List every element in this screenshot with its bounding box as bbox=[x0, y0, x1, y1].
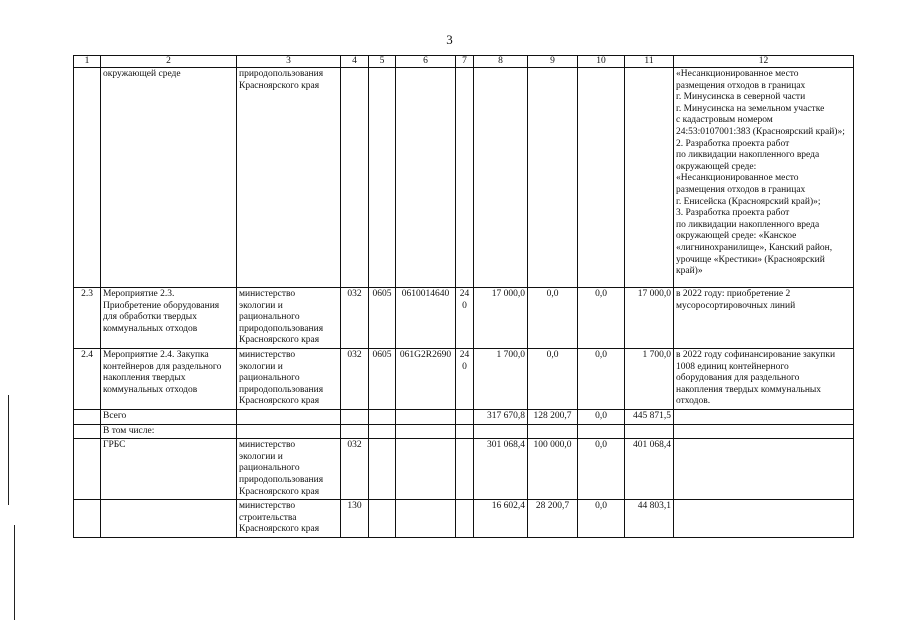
cell-section-code: 0605 bbox=[369, 348, 396, 409]
cell-target-code bbox=[396, 439, 456, 500]
cell-target-code: 061G2R2690 bbox=[396, 348, 456, 409]
cell-expense-code: 240 bbox=[456, 348, 474, 409]
cell-section-code bbox=[369, 439, 396, 500]
cell-result: «Несанкционированное место размещения отходов в границах г. Минусинска в северной части г. Минусинска на земельном участке с кадастровым номером 24:53:0107001:383 (Красноярский край)»; 2. Разработка проекта работ по ликвидации накопленного вреда окружающей среде: «Несанкционированное место размещения отходов в границах г. Енисейска (Красноярский край)»; 3. Разработка проекта работ по ликвидации накопленного вреда окружающей среде: «Канское «лигнинохранилище», Канский район, урочище «Крестики» (Красноярский край)» bbox=[674, 68, 854, 288]
cell-amount-10: 0,0 bbox=[578, 500, 625, 538]
header-cell: 1 bbox=[74, 56, 101, 68]
cell-expense-code bbox=[456, 424, 474, 439]
cell-amount-total: 1 700,0 bbox=[625, 348, 674, 409]
cell-grbs-code: 032 bbox=[341, 348, 369, 409]
cell-expense-code bbox=[456, 409, 474, 424]
cell-grbs-code: 130 bbox=[341, 500, 369, 538]
header-cell: 6 bbox=[396, 56, 456, 68]
cell-target-code bbox=[396, 424, 456, 439]
cell-amount-8: 317 670,8 bbox=[474, 409, 528, 424]
cell-amount-9: 128 200,7 bbox=[528, 409, 578, 424]
cell-amount-total: 44 803,1 bbox=[625, 500, 674, 538]
header-cell: 9 bbox=[528, 56, 578, 68]
cell-number bbox=[74, 500, 101, 538]
cell-agency: министерство экологии и рационального природопользования Красноярского края bbox=[237, 348, 341, 409]
cell-result bbox=[674, 500, 854, 538]
cell-amount-8 bbox=[474, 68, 528, 288]
cell-section-code bbox=[369, 424, 396, 439]
cell-amount-total: 17 000,0 bbox=[625, 288, 674, 349]
cell-number bbox=[74, 409, 101, 424]
cell-amount-9 bbox=[528, 68, 578, 288]
cell-amount-8 bbox=[474, 424, 528, 439]
cell-number bbox=[74, 68, 101, 288]
cell-amount-8: 1 700,0 bbox=[474, 348, 528, 409]
cell-number: 2.3 bbox=[74, 288, 101, 349]
table-row bbox=[74, 348, 854, 409]
cell-target-code bbox=[396, 409, 456, 424]
cell-section-code: 0605 bbox=[369, 288, 396, 349]
cell-expense-code bbox=[456, 500, 474, 538]
cell-target-code bbox=[396, 68, 456, 288]
cell-result bbox=[674, 439, 854, 500]
cell-amount-10 bbox=[578, 68, 625, 288]
cell-name: Всего bbox=[101, 409, 237, 424]
page-number: 3 bbox=[446, 32, 453, 47]
header-row bbox=[74, 56, 854, 68]
header-cell: 5 bbox=[369, 56, 396, 68]
cell-section-code bbox=[369, 68, 396, 288]
cell-amount-total bbox=[625, 424, 674, 439]
cell-amount-9: 0,0 bbox=[528, 288, 578, 349]
cell-amount-total: 401 068,4 bbox=[625, 439, 674, 500]
cell-amount-9: 0,0 bbox=[528, 348, 578, 409]
cell-result: в 2022 году: приобретение 2 мусоросортировочных линий bbox=[674, 288, 854, 349]
cell-amount-9 bbox=[528, 424, 578, 439]
cell-name bbox=[101, 500, 237, 538]
cell-name: Мероприятие 2.4. Закупка контейнеров для раздельного накопления твердых коммунальных отходов bbox=[101, 348, 237, 409]
cell-amount-10: 0,0 bbox=[578, 348, 625, 409]
cell-agency: министерство экологии и рационального природопользования Красноярского края bbox=[237, 439, 341, 500]
header-cell: 11 bbox=[625, 56, 674, 68]
cell-agency: природопользования Красноярского края bbox=[237, 68, 341, 288]
cell-amount-total: 445 871,5 bbox=[625, 409, 674, 424]
cell-number: 2.4 bbox=[74, 348, 101, 409]
header-cell: 12 bbox=[674, 56, 854, 68]
cell-agency: министерство строительства Красноярского края bbox=[237, 500, 341, 538]
cell-expense-code bbox=[456, 68, 474, 288]
cell-grbs-code bbox=[341, 424, 369, 439]
budget-table bbox=[73, 55, 854, 538]
cell-number bbox=[74, 439, 101, 500]
cell-amount-9: 100 000,0 bbox=[528, 439, 578, 500]
cell-result bbox=[674, 424, 854, 439]
table-row bbox=[74, 439, 854, 500]
cell-number bbox=[74, 424, 101, 439]
cell-name: ГРБС bbox=[101, 439, 237, 500]
header-cell: 10 bbox=[578, 56, 625, 68]
table-row bbox=[74, 409, 854, 424]
cell-target-code bbox=[396, 500, 456, 538]
cell-grbs-code: 032 bbox=[341, 288, 369, 349]
header-cell: 4 bbox=[341, 56, 369, 68]
cell-amount-10: 0,0 bbox=[578, 439, 625, 500]
table-row bbox=[74, 288, 854, 349]
cell-name: окружающей среде bbox=[101, 68, 237, 288]
cell-amount-total bbox=[625, 68, 674, 288]
table-row bbox=[74, 424, 854, 439]
header-cell: 3 bbox=[237, 56, 341, 68]
cell-amount-10 bbox=[578, 424, 625, 439]
cell-agency bbox=[237, 409, 341, 424]
table-row bbox=[74, 500, 854, 538]
table-row bbox=[74, 68, 854, 288]
cell-section-code bbox=[369, 409, 396, 424]
header-cell: 2 bbox=[101, 56, 237, 68]
cell-amount-8: 16 602,4 bbox=[474, 500, 528, 538]
cell-amount-8: 301 068,4 bbox=[474, 439, 528, 500]
cell-expense-code: 240 bbox=[456, 288, 474, 349]
cell-section-code bbox=[369, 500, 396, 538]
cell-result: в 2022 году софинансирование закупки 1008 единиц контейнерного оборудования для раздельного накопления твердых коммунальных отходов. bbox=[674, 348, 854, 409]
cell-amount-10: 0,0 bbox=[578, 409, 625, 424]
cell-amount-9: 28 200,7 bbox=[528, 500, 578, 538]
cell-grbs-code: 032 bbox=[341, 439, 369, 500]
cell-name: В том числе: bbox=[101, 424, 237, 439]
scan-edge-mark bbox=[14, 525, 15, 620]
scan-edge-mark bbox=[8, 395, 9, 505]
cell-agency bbox=[237, 424, 341, 439]
cell-grbs-code bbox=[341, 68, 369, 288]
cell-amount-8: 17 000,0 bbox=[474, 288, 528, 349]
cell-target-code: 0610014640 bbox=[396, 288, 456, 349]
cell-result bbox=[674, 409, 854, 424]
cell-grbs-code bbox=[341, 409, 369, 424]
cell-agency: министерство экологии и рационального природопользования Красноярского края bbox=[237, 288, 341, 349]
header-cell: 7 bbox=[456, 56, 474, 68]
header-cell: 8 bbox=[474, 56, 528, 68]
cell-expense-code bbox=[456, 439, 474, 500]
cell-name: Мероприятие 2.3. Приобретение оборудования для обработки твердых коммунальных отходов bbox=[101, 288, 237, 349]
cell-amount-10: 0,0 bbox=[578, 288, 625, 349]
